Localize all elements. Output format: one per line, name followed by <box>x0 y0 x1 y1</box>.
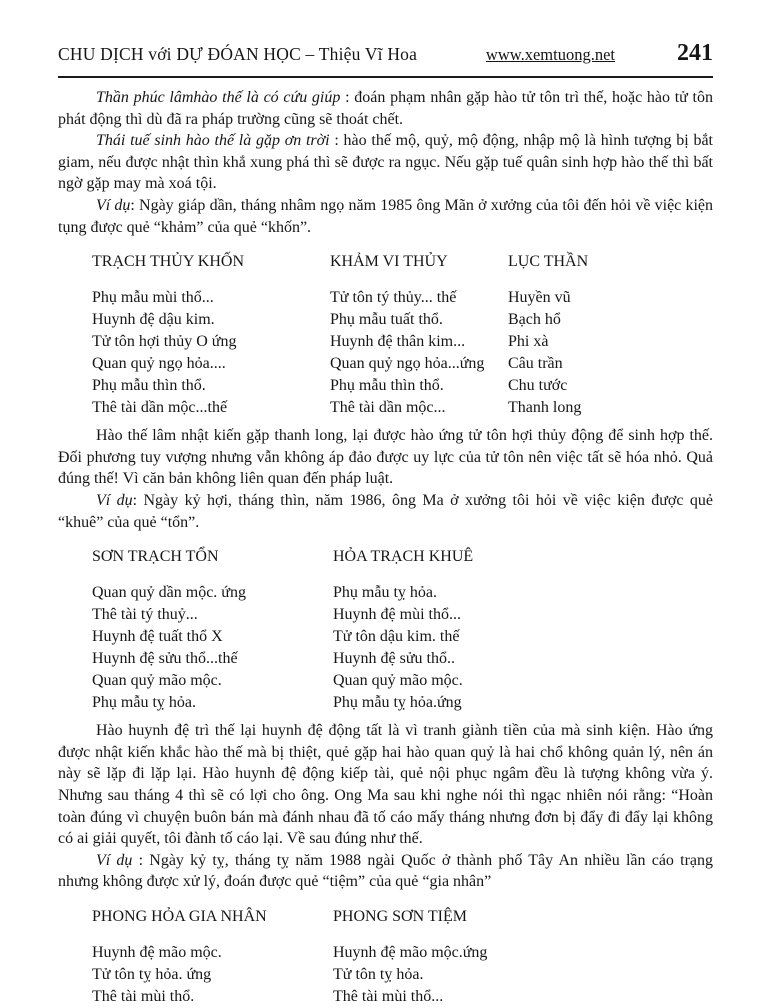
paragraph: Ví dụ : Ngày kỷ tỵ, tháng tỵ năm 1988 ngài Quốc ở thành phố Tây An nhiều lần cáo trạng nhưng không được xử lý, đoán được quẻ “tiệm” của quẻ “gia nhân” <box>58 851 713 891</box>
table-cell: Phụ mẫu tỵ hỏa. <box>333 584 437 602</box>
table-cell: Quan quỷ dần mộc. ứng <box>92 584 246 602</box>
table-row <box>92 604 713 626</box>
table-cell: Phụ mẫu mùi thổ... <box>92 289 214 307</box>
table-cell: Phụ mẫu tỵ hỏa. <box>92 694 196 712</box>
page-body <box>58 87 713 1008</box>
table-row <box>92 670 713 692</box>
paragraph: Thần phúc lâmhào thế là có cứu giúp : đoán phạm nhân gặp hào tử tôn trì thế, hoặc hào tử tôn phát động thì dù đã ra pháp trường cũng sẽ thoát chết. <box>58 89 714 128</box>
table-header-cell: KHẢM VI THỦY <box>330 253 448 271</box>
table-cell: Huynh đệ tuất thổ X <box>92 628 223 646</box>
paragraph: Ví dụ: Ngày kỷ hợi, tháng thìn, năm 1986, ông Ma ở xưởng tôi hỏi về việc kiện được quẻ “khuê” của quẻ “tổn”. <box>58 491 713 531</box>
table-cell: Tử tôn tỵ hỏa. ứng <box>92 965 212 983</box>
table-row <box>92 375 713 397</box>
table-cell: Huyền vũ <box>508 289 571 307</box>
page-header <box>58 40 713 78</box>
hexagram-table-ton-khue <box>92 546 713 714</box>
table-row <box>92 692 713 714</box>
table-header-cell: LỤC THẦN <box>508 253 589 271</box>
table-header-row <box>92 906 713 928</box>
table-cell: Tử tôn hợi thủy O ứng <box>92 333 237 351</box>
table-row <box>92 986 713 1008</box>
table-header-cell: HỎA TRẠCH KHUÊ <box>333 548 474 566</box>
table-cell: Chu tước <box>508 377 568 395</box>
table-header-cell: PHONG HỎA GIA NHÂN <box>92 907 267 925</box>
table-cell: Câu trần <box>508 355 563 373</box>
table-cell: Huynh đệ sửu thổ...thế <box>92 650 238 668</box>
paragraph-lead: Ví dụ <box>96 196 131 214</box>
table-row <box>92 397 713 419</box>
table-row <box>92 964 713 986</box>
table-header-row <box>92 251 713 273</box>
hexagram-table-khon <box>92 251 713 419</box>
hexagram-table-gianhan-tiem <box>92 906 713 1008</box>
table-cell: Phụ mẫu thìn thổ. <box>330 377 444 395</box>
table-cell: Huynh đệ dậu kim. <box>92 311 215 329</box>
table-cell: Thê tài dần mộc...thế <box>92 399 228 417</box>
table-cell: Huynh đệ thân kim... <box>330 333 466 351</box>
table-cell: Bạch hổ <box>508 311 561 329</box>
table-row <box>92 353 713 375</box>
table-cell: Quan quỷ mão mộc. <box>333 672 463 690</box>
table-cell: Thê tài dần mộc... <box>330 399 446 417</box>
table-cell: Thê tài tý thuỷ... <box>92 606 198 624</box>
table-row <box>92 942 713 964</box>
table-header-cell: PHONG SƠN TIỆM <box>333 907 467 925</box>
paragraph: Hào huynh đệ trì thế lại huynh đệ động tất là vì tranh giành tiền của mà sinh kiện. Hào ứng được nhật kiến khắc hào thế mà bị thiệt, quẻ gặp hai hào quan quỷ là hai chổ không quản lý, nên án này sẽ lặp đi lặp lại. Hào huynh đệ động kiếp tài, quẻ nội phục ngâm đều là tượng không vừa ý. Nhưng sau tháng 4 thì sẽ có lợi cho ông. Ong Ma sau khi nghe nói thì ngạc nhiên nói rằng: “Hoàn toàn đúng vì chuyện buôn bán mà đánh nhau đã tố cáo mấy tháng nhưng đơn bị đẩy đi đẩy lại không có ai giải quyết, tôi đành tố cáo lại. Về sau đúng như thế. <box>58 722 713 848</box>
table-cell: Phi xà <box>508 333 549 351</box>
table-cell: Quan quỷ ngọ hỏa...ứng <box>330 355 485 373</box>
table-cell: Phụ mẫu tuất thổ. <box>330 311 443 329</box>
table-row <box>92 648 713 670</box>
table-cell: Huynh đệ sửu thổ.. <box>333 650 455 668</box>
table-header-cell: SƠN TRẠCH TỔN <box>92 548 219 566</box>
table-header-row <box>92 546 713 568</box>
table-row <box>92 309 713 331</box>
table-cell: Thê tài mùi thổ. <box>92 987 195 1005</box>
table-cell: Phụ mẫu tỵ hỏa.ứng <box>333 694 462 712</box>
table-cell: Thanh long <box>508 399 582 417</box>
table-cell: Huynh đệ mão mộc. <box>92 943 222 961</box>
table-row <box>92 582 713 604</box>
book-title: CHU DỊCH với DỰ ĐÓAN HỌC – Thiệu Vĩ Hoa <box>58 44 418 64</box>
table-row <box>92 626 713 648</box>
table-row <box>92 287 713 309</box>
paragraph-lead: Thần phúc lâmhào thế là có cứu giúp <box>96 89 341 106</box>
table-cell: Thê tài mùi thổ... <box>333 987 444 1005</box>
table-cell: Quan quỷ mão mộc. <box>92 672 222 690</box>
table-header-cell: TRẠCH THỦY KHỐN <box>92 253 244 271</box>
paragraph-lead: Ví dụ <box>96 491 133 509</box>
paragraph: Ví dụ: Ngày giáp dần, tháng nhâm ngọ năm 1985 ông Mãn ở xưởng của tôi đến hỏi về việc kiện tụng được quẻ “khảm” của quẻ “khốn”. <box>58 196 714 236</box>
paragraph: Thái tuế sinh hào thế là gặp ơn trời : hào thế mộ, quỷ, mộ động, nhập mộ là hình tượng bị bắt giam, nếu được nhật thìn khắ xung phá thì sẽ được ra ngục. Nếu gặp tuế quân sinh hợp hào thế thì bất ngờ gặp may mà xoá tội. <box>58 132 713 193</box>
table-cell: Huynh đệ mùi thổ... <box>333 606 461 624</box>
table-cell: Tử tôn tỵ hỏa. <box>333 965 424 983</box>
table-cell: Tử tôn tý thủy... thế <box>330 289 457 307</box>
table-cell: Quan quỷ ngọ hỏa.... <box>92 355 226 373</box>
paragraph: Hào thế lâm nhật kiến gặp thanh long, lại được hào ứng tử tôn hợi thủy động để sinh hợp thế. Đối phương tuy vượng nhưng vẫn không áp đảo được uy lực của tử tôn nên việc tất sẽ hóa nhỏ. Quả đúng thế! Vì căn bản không liên quan đến pháp luật. <box>58 427 713 488</box>
paragraph-lead: Ví dụ <box>96 851 133 869</box>
table-cell: Phụ mẫu thìn thổ. <box>92 377 206 395</box>
table-row <box>92 331 713 353</box>
paragraph-lead: Thái tuế sinh hào thế là gặp ơn trời <box>96 132 330 150</box>
website-url: www.xemtuong.net <box>485 45 615 64</box>
page-number: 241 <box>677 40 713 66</box>
table-cell: Tử tôn dậu kim. thế <box>333 628 460 646</box>
table-cell: Huynh đệ mão mộc.ứng <box>333 943 488 961</box>
